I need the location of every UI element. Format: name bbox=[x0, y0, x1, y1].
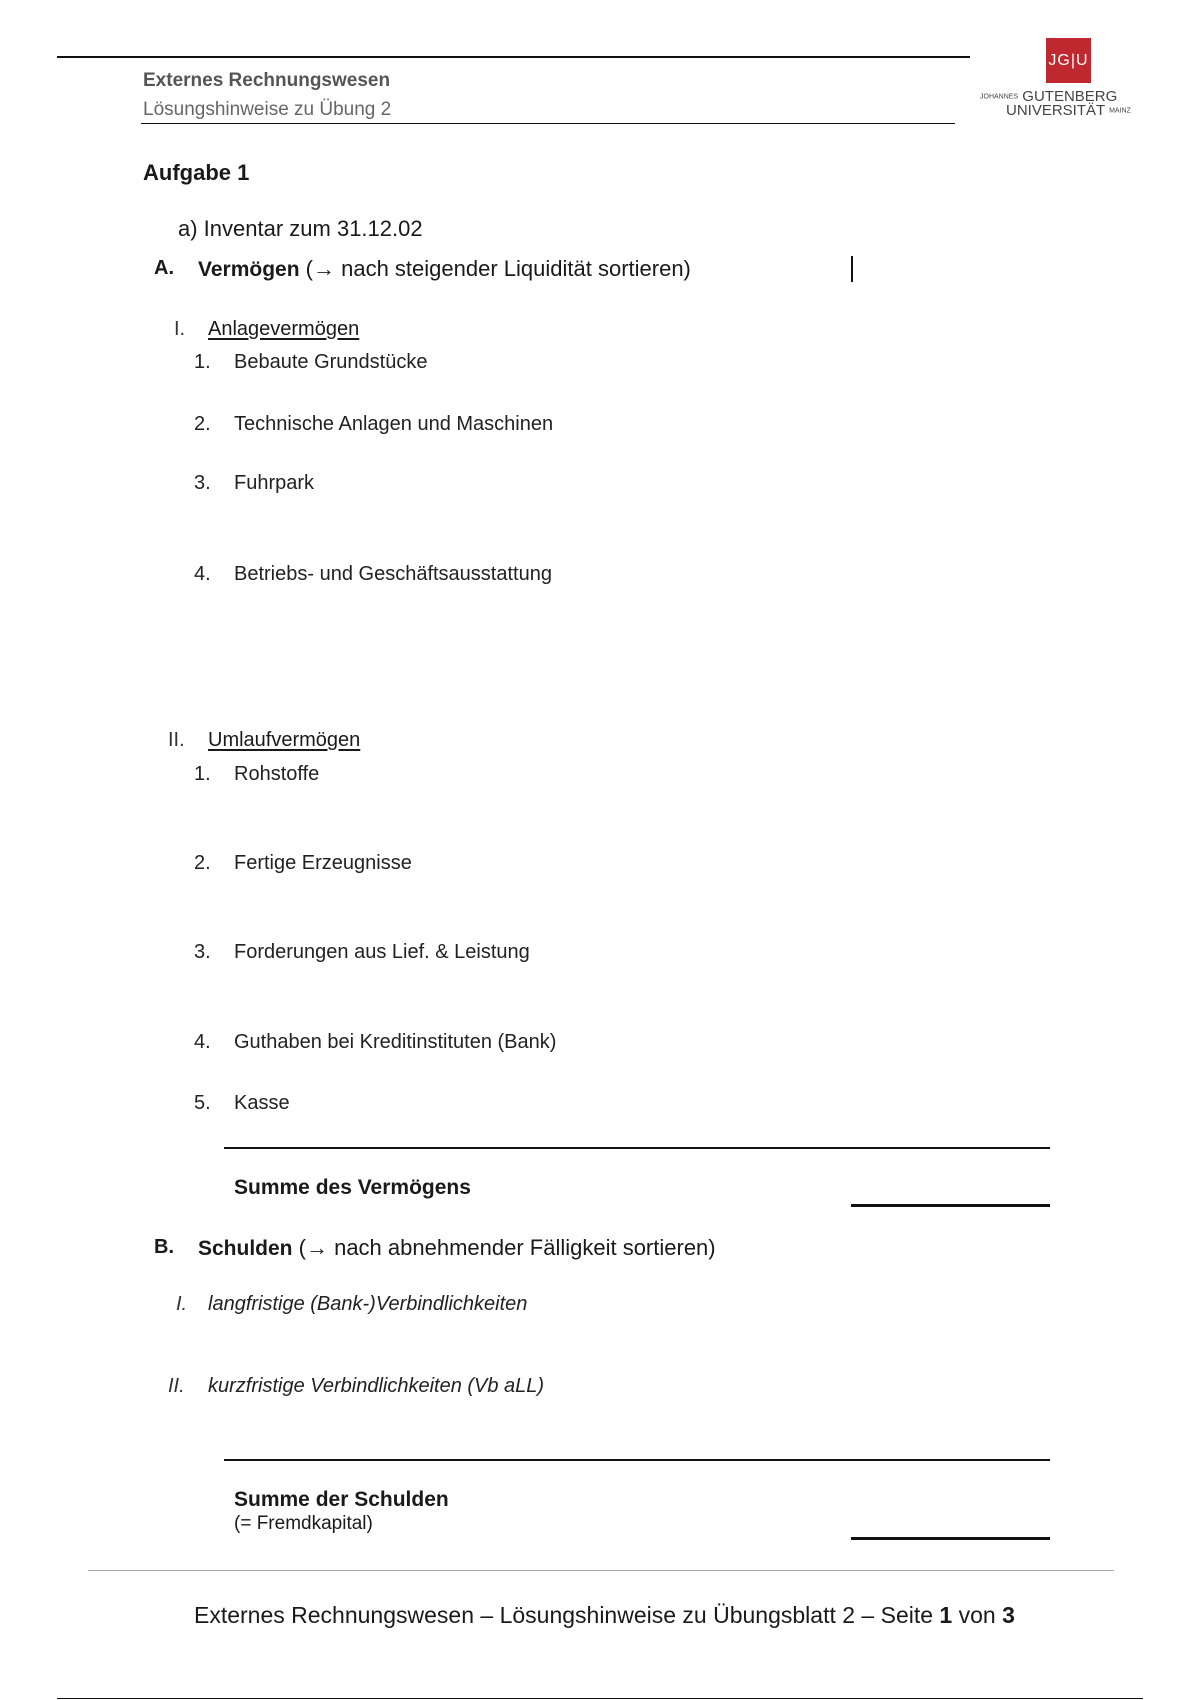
list-item: Kasse bbox=[234, 1092, 290, 1114]
university-logo-line1: JOHANNES GUTENBERG bbox=[980, 88, 1118, 105]
university-logo-badge: JG|U bbox=[1046, 38, 1091, 83]
list-item: Rohstoffe bbox=[234, 763, 320, 785]
page-bottom-rule bbox=[57, 1698, 1143, 1699]
group-roman: II. bbox=[168, 729, 185, 751]
list-item-number: 2. bbox=[194, 852, 211, 874]
text-cursor bbox=[851, 256, 853, 282]
subtask-heading: a) Inventar zum 31.12.02 bbox=[178, 216, 423, 241]
sum-rule-liabilities bbox=[224, 1459, 1050, 1461]
list-item-number: 4. bbox=[194, 563, 211, 585]
header-bottom-rule bbox=[141, 123, 955, 124]
list-item-number: 5. bbox=[194, 1092, 211, 1114]
page-number: 1 bbox=[939, 1602, 953, 1628]
list-item: Fuhrpark bbox=[234, 472, 315, 494]
group-roman: I. bbox=[174, 318, 186, 340]
list-item-number: 2. bbox=[194, 413, 211, 435]
header-title: Externes Rechnungswesen bbox=[143, 70, 391, 91]
list-item: Betriebs- und Geschäftsausstattung bbox=[234, 563, 552, 585]
university-logo-line2: UNIVERSITÄT MAINZ bbox=[1006, 102, 1131, 119]
list-item: Bebaute Grundstücke bbox=[234, 351, 428, 373]
sum-sublabel-liabilities: (= Fremdkapital) bbox=[234, 1513, 373, 1534]
footer-rule bbox=[88, 1570, 1114, 1571]
group-title-umlaufvermoegen: Umlaufvermögen bbox=[208, 729, 361, 751]
group-roman: I. bbox=[176, 1293, 188, 1315]
list-item-number: 4. bbox=[194, 1031, 211, 1053]
sum-label-assets: Summe des Vermögens bbox=[234, 1176, 471, 1199]
header-top-rule bbox=[57, 56, 970, 58]
header-subtitle: Lösungshinweise zu Übung 2 bbox=[143, 99, 392, 120]
group-title-anlagevermoegen: Anlagevermögen bbox=[208, 318, 360, 340]
list-item-number: 1. bbox=[194, 763, 211, 785]
list-item: Forderungen aus Lief. & Leistung bbox=[234, 941, 530, 963]
group-roman: II. bbox=[168, 1375, 185, 1397]
sum-rule-assets bbox=[224, 1147, 1050, 1149]
list-item: Guthaben bei Kreditinstituten (Bank) bbox=[234, 1031, 557, 1053]
list-item-number: 3. bbox=[194, 472, 211, 494]
section-title-liabilities: Schulden (→ nach abnehmender Fälligkeit sortieren) bbox=[198, 1235, 716, 1260]
liability-item: langfristige (Bank-)Verbindlichkeiten bbox=[208, 1293, 528, 1315]
list-item: Technische Anlagen und Maschinen bbox=[234, 413, 554, 435]
page-footer: Externes Rechnungswesen – Lösungshinweise zu Übungsblatt 2 – Seite 1 von 3 bbox=[194, 1602, 1015, 1628]
task-heading: Aufgabe 1 bbox=[143, 160, 250, 185]
section-title-assets: Vermögen (→ nach steigender Liquidität sortieren) bbox=[198, 256, 691, 281]
sum-answer-line-liabilities bbox=[851, 1537, 1050, 1540]
list-item-number: 3. bbox=[194, 941, 211, 963]
sum-answer-line-assets bbox=[851, 1204, 1050, 1207]
section-letter-liabilities: B. bbox=[154, 1236, 174, 1258]
liability-item: kurzfristige Verbindlichkeiten (Vb aLL) bbox=[208, 1375, 545, 1397]
list-item-number: 1. bbox=[194, 351, 211, 373]
sum-label-liabilities: Summe der Schulden bbox=[234, 1488, 449, 1511]
page-total: 3 bbox=[1002, 1602, 1015, 1628]
section-letter-assets: A. bbox=[154, 257, 174, 279]
list-item: Fertige Erzeugnisse bbox=[234, 852, 412, 874]
